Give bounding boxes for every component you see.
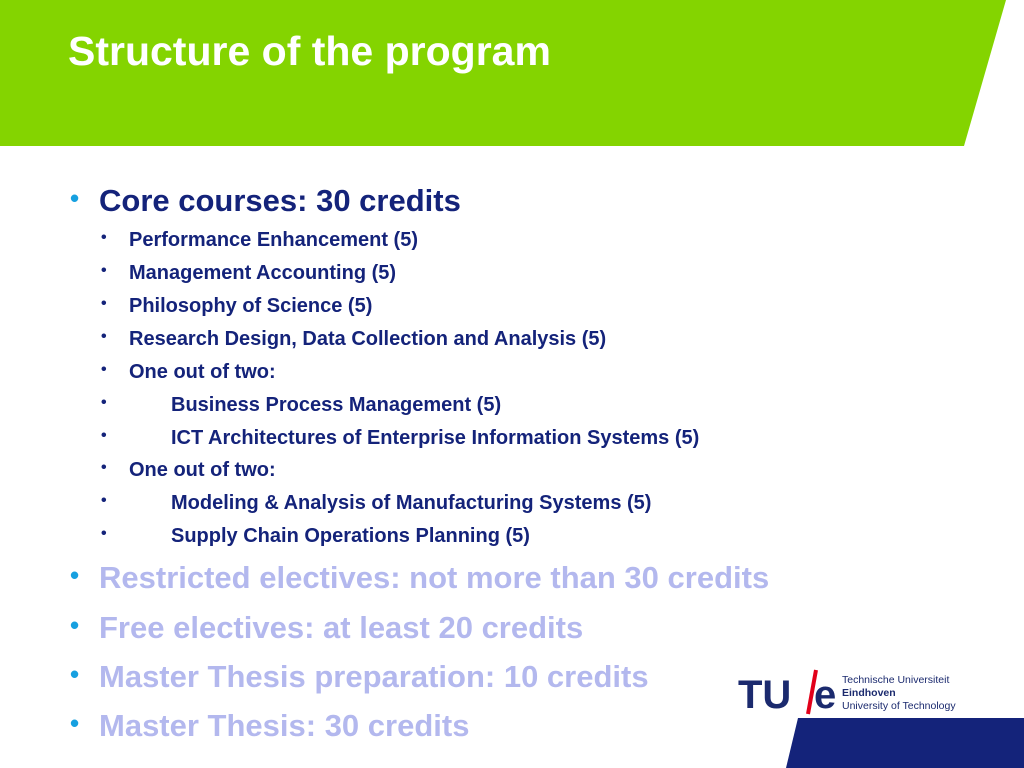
bullet-text: Modeling & Analysis of Manufacturing Systems (5): [171, 492, 652, 514]
bullet-text: Master Thesis preparation: 10 credits: [99, 659, 649, 694]
bullet-marker: •: [101, 229, 107, 246]
bullet-text: Free electives: at least 20 credits: [99, 610, 584, 645]
bullet-marker: •: [101, 459, 107, 476]
logo-line-1: Technische Universiteit: [842, 674, 950, 686]
logo-mark-left: TU: [738, 673, 792, 717]
bullet-marker: •: [101, 427, 107, 444]
bullet-marker: •: [101, 262, 107, 279]
bullet-marker: •: [101, 295, 107, 312]
logo-mark-right: e: [814, 673, 837, 717]
bullet-marker: •: [70, 708, 80, 738]
bullet-text: ICT Architectures of Enterprise Information Systems (5): [171, 427, 700, 449]
bullet-marker: •: [101, 361, 107, 378]
bullet-text: Management Accounting (5): [129, 262, 397, 284]
bullet-text: Philosophy of Science (5): [129, 295, 373, 317]
bullet-text: Supply Chain Operations Planning (5): [171, 525, 530, 547]
tue-logo: [738, 664, 978, 720]
bottom-band-shape: [786, 718, 1024, 768]
bullet-marker: •: [101, 328, 107, 345]
bullet-text: Master Thesis: 30 credits: [99, 708, 470, 743]
logo-wordmark: [842, 674, 956, 713]
bullet-marker: •: [70, 610, 80, 640]
bullet-marker: •: [101, 525, 107, 542]
bottom-band: [786, 718, 1024, 768]
bullet-text: Performance Enhancement (5): [129, 229, 418, 251]
bullet-text: Restricted electives: not more than 30 credits: [99, 560, 770, 595]
tue-logo-mark: [738, 664, 838, 720]
bullet-marker: •: [101, 394, 107, 411]
bullet-text: Core courses: 30 credits: [99, 183, 461, 218]
bullet-text: Business Process Management (5): [171, 394, 502, 416]
bullet-text: One out of two:: [129, 361, 276, 383]
bullet-marker: •: [101, 492, 107, 509]
logo-line-3: University of Technology: [842, 700, 956, 712]
bullet-marker: •: [70, 659, 80, 689]
bullet-marker: •: [70, 560, 80, 590]
bullet-text: One out of two:: [129, 459, 276, 481]
page-title: Structure of the program: [68, 28, 551, 74]
bullet-marker: •: [70, 183, 80, 213]
bullet-text: Research Design, Data Collection and Analysis (5): [129, 328, 607, 350]
logo-line-2: Eindhoven: [842, 687, 896, 699]
